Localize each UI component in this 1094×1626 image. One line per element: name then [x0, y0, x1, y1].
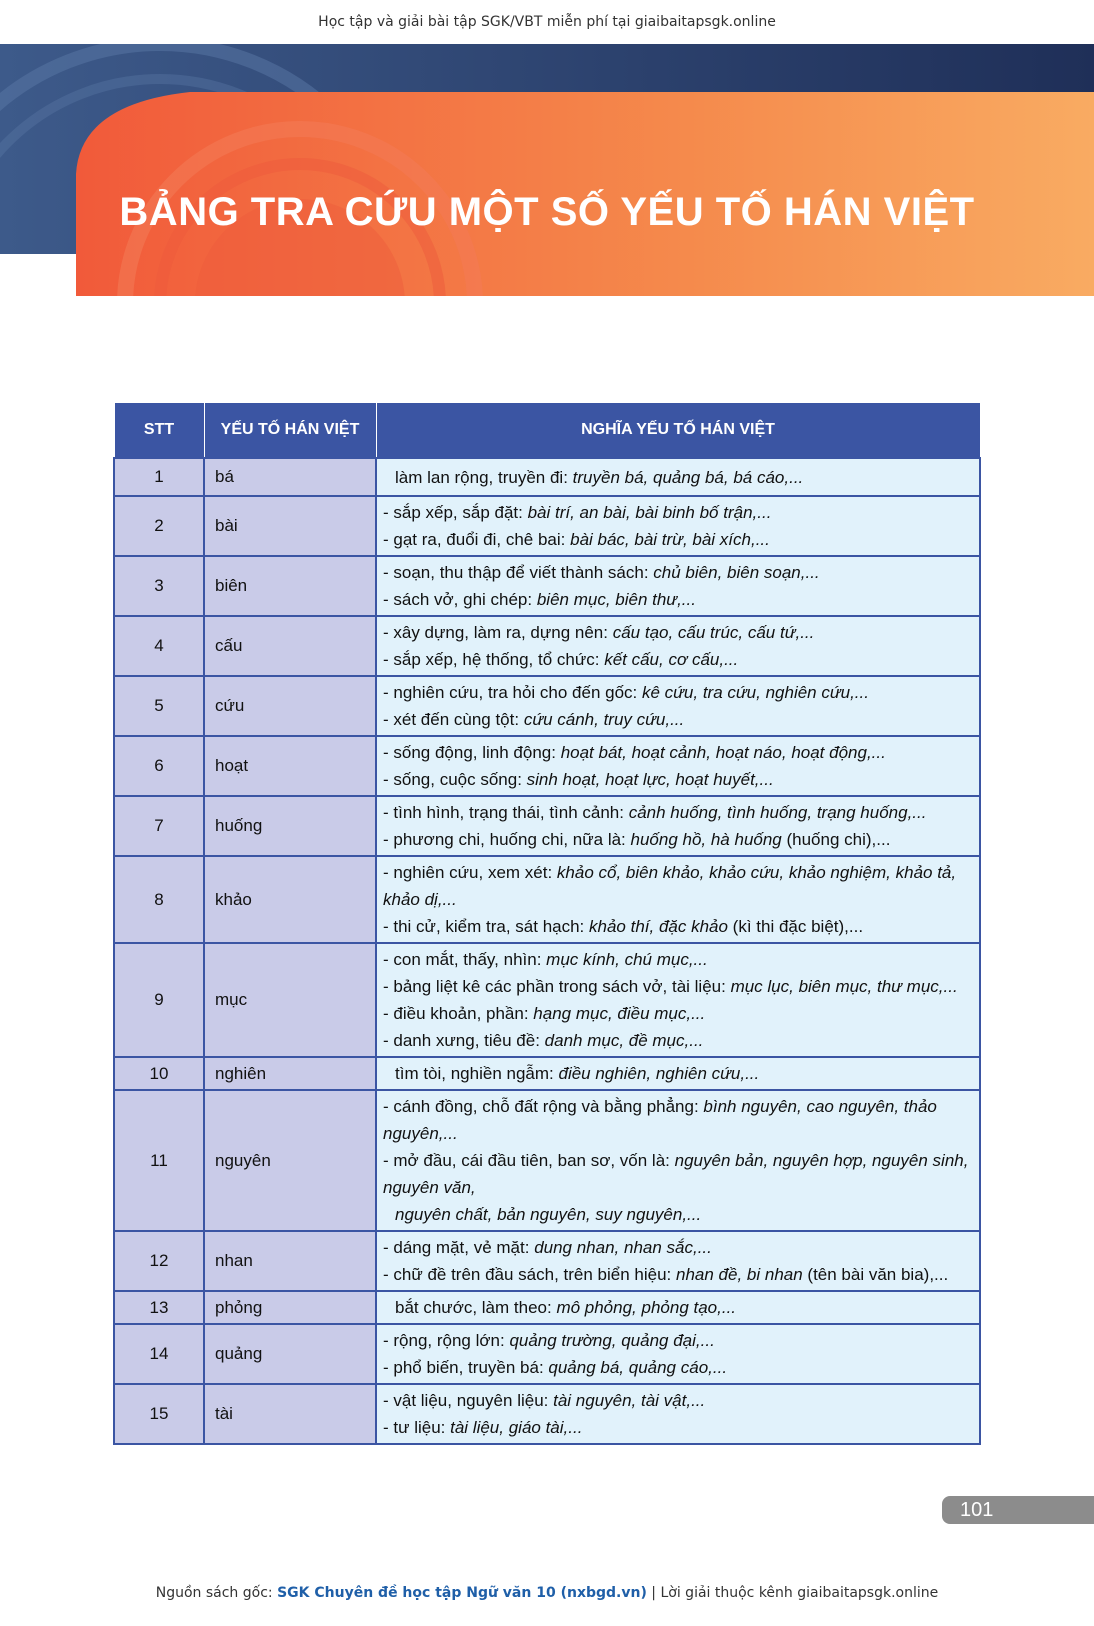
row-stt: 5	[114, 676, 204, 736]
row-element: biên	[204, 556, 376, 616]
row-meaning	[376, 943, 980, 1057]
row-element: quảng	[204, 1324, 376, 1384]
meaning-line	[383, 973, 971, 1000]
meaning-line	[383, 1060, 971, 1087]
meaning-line	[383, 586, 971, 613]
meaning-examples: mô phỏng, phỏng tạo,...	[556, 1298, 737, 1317]
meaning-examples: cảnh huống, tình huống, trạng huống,...	[628, 803, 927, 822]
meaning-definition: - phương chi, huống chi, nữa là:	[383, 830, 631, 849]
table-row	[114, 1231, 980, 1291]
row-meaning	[376, 1291, 980, 1324]
meaning-definition: - con mắt, thấy, nhìn:	[383, 950, 547, 969]
meaning-definition: - xây dựng, làm ra, dựng nên:	[383, 623, 613, 642]
meaning-line	[383, 1327, 971, 1354]
row-element: hoạt	[204, 736, 376, 796]
meaning-line	[383, 1147, 971, 1201]
row-stt: 14	[114, 1324, 204, 1384]
meaning-definition: - điều khoản, phần:	[383, 1004, 534, 1023]
row-stt: 12	[114, 1231, 204, 1291]
meaning-examples: quảng bá, quảng cáo,...	[548, 1358, 728, 1377]
meaning-definition: - nghiên cứu, xem xét:	[383, 863, 557, 882]
row-meaning	[376, 1384, 980, 1444]
row-stt: 15	[114, 1384, 204, 1444]
meaning-definition: - dáng mặt, vẻ mặt:	[383, 1238, 535, 1257]
meaning-examples: sinh hoạt, hoạt lực, hoạt huyết,...	[526, 770, 774, 789]
meaning-examples: cấu tạo, cấu trúc, cấu tứ,...	[612, 623, 815, 642]
footer-source-link[interactable]: SGK Chuyên đề học tập Ngữ văn 10 (nxbgd.vn)	[277, 1585, 647, 1601]
meaning-definition: - thi cử, kiểm tra, sát hạch:	[383, 917, 590, 936]
meaning-line	[383, 859, 971, 913]
meaning-examples: mục lục, biên mục, thư mục,...	[730, 977, 958, 996]
meaning-line	[383, 946, 971, 973]
table-body	[114, 458, 980, 1444]
meaning-line	[383, 766, 971, 793]
table-row	[114, 1384, 980, 1444]
row-stt: 7	[114, 796, 204, 856]
meaning-definition: - vật liệu, nguyên liệu:	[383, 1391, 554, 1410]
table-row	[114, 496, 980, 556]
row-element: bài	[204, 496, 376, 556]
row-stt: 4	[114, 616, 204, 676]
row-meaning	[376, 616, 980, 676]
title-banner	[0, 44, 1094, 296]
meaning-line	[383, 1414, 971, 1441]
meaning-examples: tài liệu, giáo tài,...	[450, 1418, 583, 1437]
table-row	[114, 1057, 980, 1090]
meaning-line	[383, 1093, 971, 1147]
row-element: huống	[204, 796, 376, 856]
table-row	[114, 943, 980, 1057]
meaning-examples: bài bác, bài trừ, bài xích,...	[570, 530, 770, 549]
row-element: mục	[204, 943, 376, 1057]
row-stt: 10	[114, 1057, 204, 1090]
banner-background	[0, 44, 1094, 296]
meaning-examples: kê cứu, tra cứu, nghiên cứu,...	[641, 683, 869, 702]
meaning-examples: danh mục, đề mục,...	[544, 1031, 704, 1050]
meaning-line	[383, 464, 971, 491]
meaning-definition: - xét đến cùng tột:	[383, 710, 524, 729]
table-row	[114, 856, 980, 943]
meaning-definition: bắt chước, làm theo:	[395, 1298, 557, 1317]
meaning-line	[383, 1027, 971, 1054]
meaning-definition: - danh xưng, tiêu đề:	[383, 1031, 545, 1050]
table-row	[114, 1324, 980, 1384]
meaning-examples: hoạt bát, hoạt cảnh, hoạt náo, hoạt động,...	[560, 743, 886, 762]
meaning-line	[383, 1000, 971, 1027]
meaning-note: (huống chi),...	[781, 830, 891, 849]
meaning-line	[383, 646, 971, 673]
table-row	[114, 1291, 980, 1324]
meaning-definition: - nghiên cứu, tra hỏi cho đến gốc:	[383, 683, 642, 702]
table-row	[114, 616, 980, 676]
meaning-examples: mục kính, chú mục,...	[546, 950, 708, 969]
row-meaning	[376, 1324, 980, 1384]
meaning-definition: - sắp xếp, hệ thống, tổ chức:	[383, 650, 605, 669]
meaning-definition: - sách vở, ghi chép:	[383, 590, 537, 609]
meaning-definition: - soạn, thu thập để viết thành sách:	[383, 563, 654, 582]
meaning-definition: - cánh đồng, chỗ đất rộng và bằng phẳng:	[383, 1097, 704, 1116]
meaning-line	[383, 1201, 971, 1228]
row-meaning	[376, 556, 980, 616]
table-row	[114, 556, 980, 616]
meaning-examples: biên mục, biên thư,...	[536, 590, 696, 609]
meaning-examples: điều nghiên, nghiên cứu,...	[558, 1064, 760, 1083]
row-stt: 11	[114, 1090, 204, 1231]
meaning-examples: tài nguyên, tài vật,...	[553, 1391, 706, 1410]
meaning-line	[383, 1354, 971, 1381]
meaning-definition: - rộng, rộng lớn:	[383, 1331, 510, 1350]
meaning-line	[383, 499, 971, 526]
table-row	[114, 796, 980, 856]
meaning-line	[383, 619, 971, 646]
row-meaning	[376, 1057, 980, 1090]
table-row	[114, 676, 980, 736]
row-meaning	[376, 1090, 980, 1231]
row-meaning	[376, 796, 980, 856]
meaning-line	[383, 799, 971, 826]
footer	[0, 1585, 1094, 1601]
footer-suffix: | Lời giải thuộc kênh giaibaitapsgk.online	[646, 1585, 939, 1601]
row-stt: 1	[114, 458, 204, 496]
meaning-examples: khảo cổ, biên khảo, khảo cứu, khảo nghiệm, khảo tả, khảo dị,...	[383, 863, 957, 909]
row-stt: 8	[114, 856, 204, 943]
meaning-examples: quảng trường, quảng đại,...	[509, 1331, 715, 1350]
row-meaning	[376, 496, 980, 556]
header-element: YẾU TỐ HÁN VIỆT	[204, 403, 376, 459]
footer-prefix: Nguồn sách gốc:	[155, 1585, 278, 1601]
meaning-definition: - sắp xếp, sắp đặt:	[383, 503, 528, 522]
meaning-definition: - chữ đề trên đầu sách, trên biển hiệu:	[383, 1265, 677, 1284]
table-header-row	[114, 403, 980, 459]
meaning-definition: - bảng liệt kê các phần trong sách vở, tài liệu:	[383, 977, 731, 996]
meaning-definition: - gạt ra, đuổi đi, chê bai:	[383, 530, 571, 549]
meaning-definition: tìm tòi, nghiền ngẫm:	[395, 1064, 559, 1083]
meaning-note: (kì thi đặc biệt),...	[727, 917, 864, 936]
meaning-line	[383, 1261, 971, 1288]
row-element: bá	[204, 458, 376, 496]
meaning-line	[383, 706, 971, 733]
header-meaning: NGHĨA YẾU TỐ HÁN VIỆT	[376, 403, 980, 459]
meaning-line	[383, 559, 971, 586]
meaning-definition: - sống động, linh động:	[383, 743, 561, 762]
meaning-line	[383, 679, 971, 706]
row-meaning	[376, 676, 980, 736]
meaning-line	[383, 1294, 971, 1321]
meaning-line	[383, 913, 971, 940]
table-row	[114, 736, 980, 796]
row-stt: 6	[114, 736, 204, 796]
table-row	[114, 458, 980, 496]
meaning-definition: - mở đầu, cái đầu tiên, ban sơ, vốn là:	[383, 1151, 675, 1170]
meaning-examples: chủ biên, biên soạn,...	[653, 563, 820, 582]
meaning-line	[383, 1234, 971, 1261]
meaning-definition: - phổ biến, truyền bá:	[383, 1358, 549, 1377]
row-element: cấu	[204, 616, 376, 676]
row-element: nghiên	[204, 1057, 376, 1090]
meaning-examples: hạng mục, điều mục,...	[533, 1004, 706, 1023]
meaning-examples: huống hồ, hà huống	[630, 830, 782, 849]
row-element: cứu	[204, 676, 376, 736]
page-title: BẢNG TRA CỨU MỘT SỐ YẾU TỐ HÁN VIỆT	[119, 190, 975, 234]
meaning-examples: khảo thí, đặc khảo	[589, 917, 728, 936]
han-viet-lookup-table	[113, 402, 981, 1445]
page-number: 101	[942, 1496, 1094, 1524]
row-element: tài	[204, 1384, 376, 1444]
meaning-examples: bài trí, an bài, bài binh bố trận,...	[527, 503, 772, 522]
meaning-line	[383, 739, 971, 766]
row-stt: 3	[114, 556, 204, 616]
row-element: phỏng	[204, 1291, 376, 1324]
meaning-definition: - tình hình, trạng thái, tình cảnh:	[383, 803, 629, 822]
meaning-examples: nguyên bản, nguyên hợp, nguyên sinh, nguyên văn,	[383, 1151, 969, 1197]
meaning-examples: truyền bá, quảng bá, bá cáo,...	[572, 467, 804, 487]
row-meaning	[376, 1231, 980, 1291]
meaning-note: (tên bài văn bia),...	[802, 1265, 949, 1284]
table-row	[114, 1090, 980, 1231]
row-element: khảo	[204, 856, 376, 943]
meaning-examples: nguyên chất, bản nguyên, suy nguyên,...	[395, 1205, 702, 1224]
row-meaning	[376, 458, 980, 496]
meaning-examples: kết cấu, cơ cấu,...	[604, 650, 739, 669]
row-stt: 9	[114, 943, 204, 1057]
row-stt: 13	[114, 1291, 204, 1324]
top-note: Học tập và giải bài tập SGK/VBT miễn phí tại giaibaitapsgk.online	[318, 14, 776, 30]
meaning-line	[383, 526, 971, 553]
meaning-examples: nhan đề, bi nhan	[676, 1265, 803, 1284]
meaning-line	[383, 826, 971, 853]
meaning-definition: làm lan rộng, truyền đi:	[395, 467, 573, 487]
meaning-line	[383, 1387, 971, 1414]
meaning-definition: - sống, cuộc sống:	[383, 770, 527, 789]
meaning-definition: - tư liệu:	[383, 1418, 451, 1437]
row-meaning	[376, 856, 980, 943]
header-stt: STT	[114, 403, 204, 459]
meaning-examples: dung nhan, nhan sắc,...	[534, 1238, 712, 1257]
row-stt: 2	[114, 496, 204, 556]
row-element: nhan	[204, 1231, 376, 1291]
row-meaning	[376, 736, 980, 796]
meaning-examples: cứu cánh, truy cứu,...	[523, 710, 685, 729]
meaning-examples: bình nguyên, cao nguyên, thảo nguyên,...	[383, 1097, 937, 1143]
row-element: nguyên	[204, 1090, 376, 1231]
